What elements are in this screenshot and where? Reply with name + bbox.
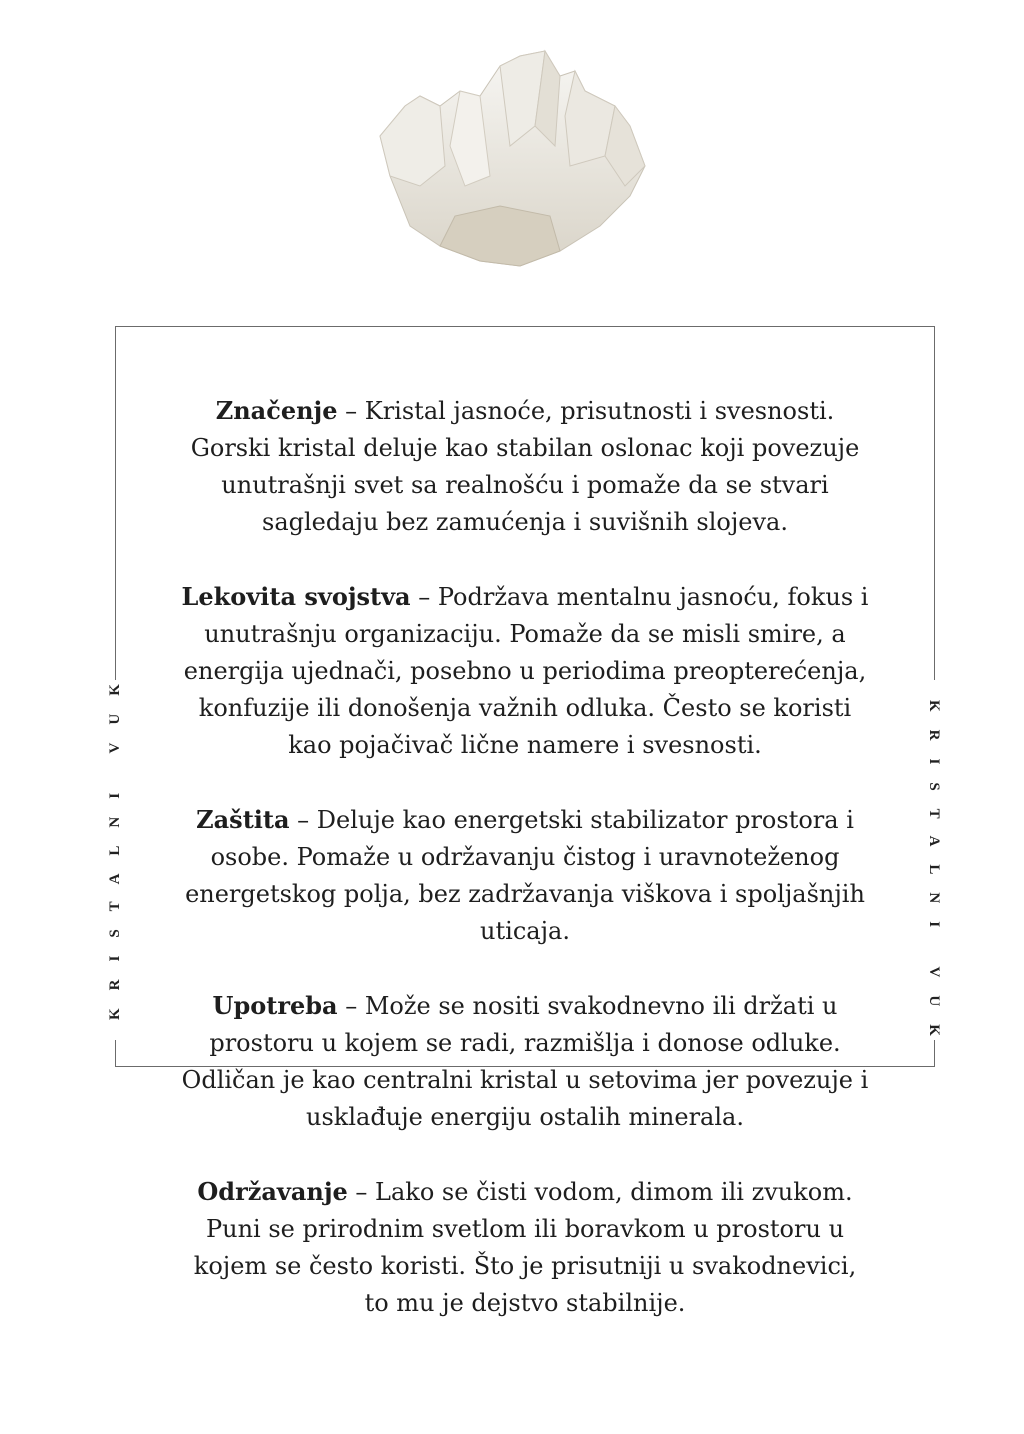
- section-title: Značenje: [215, 396, 338, 425]
- crystal-description: [180, 392, 870, 1359]
- section-title: Upotreba: [212, 991, 338, 1020]
- frame-right-line-upper: [934, 326, 935, 680]
- section-text: – Može se nositi svakodnevno ili držati u prostoru u kojem se radi, razmišlja i donose odluke. Odličan je kao centralni kristal u setovima jer povezuje i usklađuje energiju ostalih minerala.: [181, 992, 869, 1131]
- section-usage: [180, 987, 870, 1136]
- section-title: Lekovita svojstva: [181, 582, 411, 611]
- crystal-image: [360, 36, 660, 276]
- section-title: Zaštita: [196, 805, 290, 834]
- section-meaning: [180, 392, 870, 541]
- side-label-right: KRISTALNI VUK: [926, 700, 942, 1054]
- section-healing-properties: [180, 578, 870, 764]
- frame-top-line: [115, 326, 935, 327]
- frame-left-line-upper: [115, 326, 116, 680]
- section-text: – Deluje kao energetski stabilizator prostora i osobe. Pomaže u održavanju čistog i uravnoteženog energetskog polja, bez zadržavanja viškova i spoljašnjih uticaja.: [185, 806, 865, 945]
- section-text: – Podržava mentalnu jasnoću, fokus i unutrašnju organizaciju. Pomaže da se misli smire, a energija ujednači, posebno u periodima preopterećenja, konfuzije ili donošenja važnih odluka. Često se koristi kao pojačivač lične namere i svesnosti.: [183, 583, 869, 759]
- side-label-left: KRISTALNI VUK: [107, 666, 123, 1020]
- section-protection: [180, 801, 870, 950]
- section-text: – Lako se čisti vodom, dimom ili zvukom. Puni se prirodnim svetlom ili boravkom u prostoru u kojem se često koristi. Što je prisutniji u svakodnevici, to mu je dejstvo stabilnije.: [193, 1178, 857, 1317]
- section-text: – Kristal jasnoće, prisutnosti i svesnosti. Gorski kristal deluje kao stabilan oslonac koji povezuje unutrašnji svet sa realnošću i pomaže da se stvari sagledaju bez zamućenja i suvišnih slojeva.: [190, 397, 860, 536]
- frame-left-line-lower: [115, 1040, 116, 1066]
- section-title: Održavanje: [197, 1177, 348, 1206]
- section-maintenance: [180, 1173, 870, 1322]
